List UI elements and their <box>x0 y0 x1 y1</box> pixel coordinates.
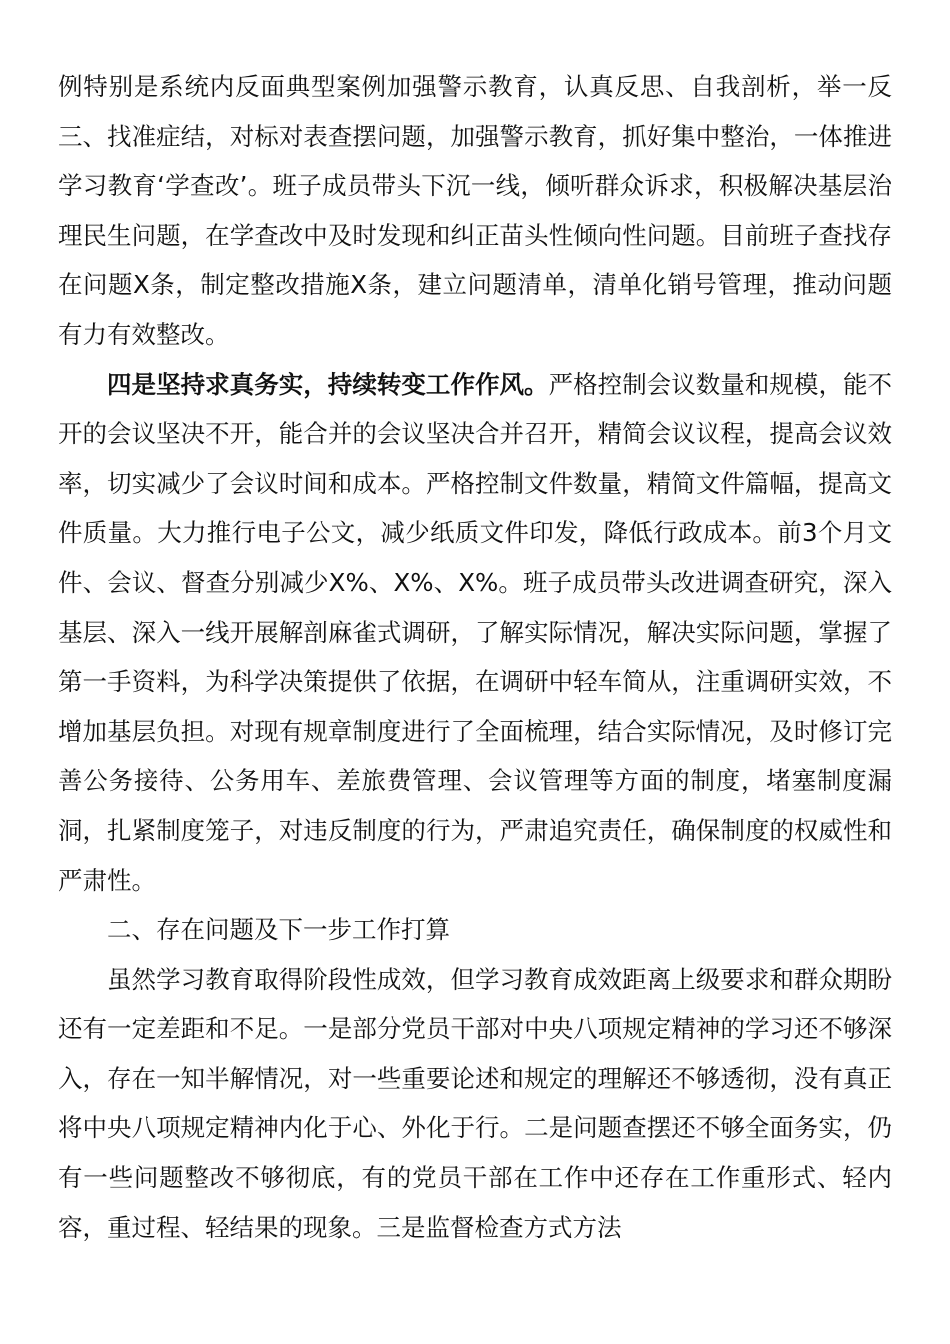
paragraph-work-style <box>58 360 892 906</box>
paragraph-continued: 例特别是系统内反面典型案例加强警示教育，认真反思、自我剖析，举一反三、找准症结，对标对表查摆问题，加强警示教育，抓好集中整治，一体推进学习教育‘学查改’。班子成员带头下沉一线，倾听群众诉求，积极解决基层治理民生问题，在学查改中及时发现和纠正苗头性倾向性问题。目前班子查找存在问题X条，制定整改措施X条，建立问题清单，清单化销号管理，推动问题有力有效整改。 <box>58 72 892 349</box>
document-page <box>58 62 892 1252</box>
paragraph-body: 严格控制会议数量和规模，能不开的会议坚决不开，能合并的会议坚决合并召开，精简会议议程，提高会议效率，切实减少了会议时间和成本。严格控制文件数量，精简文件篇幅，提高文件质量。大力推行电子公文，减少纸质文件印发，降低行政成本。前3个月文件、会议、督查分别减少X%、X%、X%。班子成员带头改进调查研究，深入基层、深入一线开展解剖麻雀式调研，了解实际情况，解决实际问题，掌握了第一手资料，为科学决策提供了依据，在调研中轻车简从，注重调研实效，不增加基层负担。对现有规章制度进行了全面梳理，结合实际情况，及时修订完善公务接待、公务用车、差旅费管理、会议管理等方面的制度，堵塞制度漏洞，扎紧制度笼子，对违反制度的行为，严肃追究责任，确保制度的权威性和严肃性。 <box>58 369 893 895</box>
paragraph-lead-bold: 四是坚持求真务实，持续转变工作作风。 <box>107 369 549 399</box>
paragraph-problems: 虽然学习教育取得阶段性成效，但学习教育成效距离上级要求和群众期盼还有一定差距和不足。一是部分党员干部对中央八项规定精神的学习还不够深入，存在一知半解情况，对一些重要论述和规定的理解还不够透彻，没有真正将中央八项规定精神内化于心、外化于行。二是问题查摆还不够全面务实，仍有一些问题整改不够彻底，有的党员干部在工作中还存在工作重形式、轻内容，重过程、轻结果的现象。三是监督检查方式方法 <box>58 964 892 1242</box>
section-heading: 二、存在问题及下一步工作打算 <box>107 915 450 945</box>
